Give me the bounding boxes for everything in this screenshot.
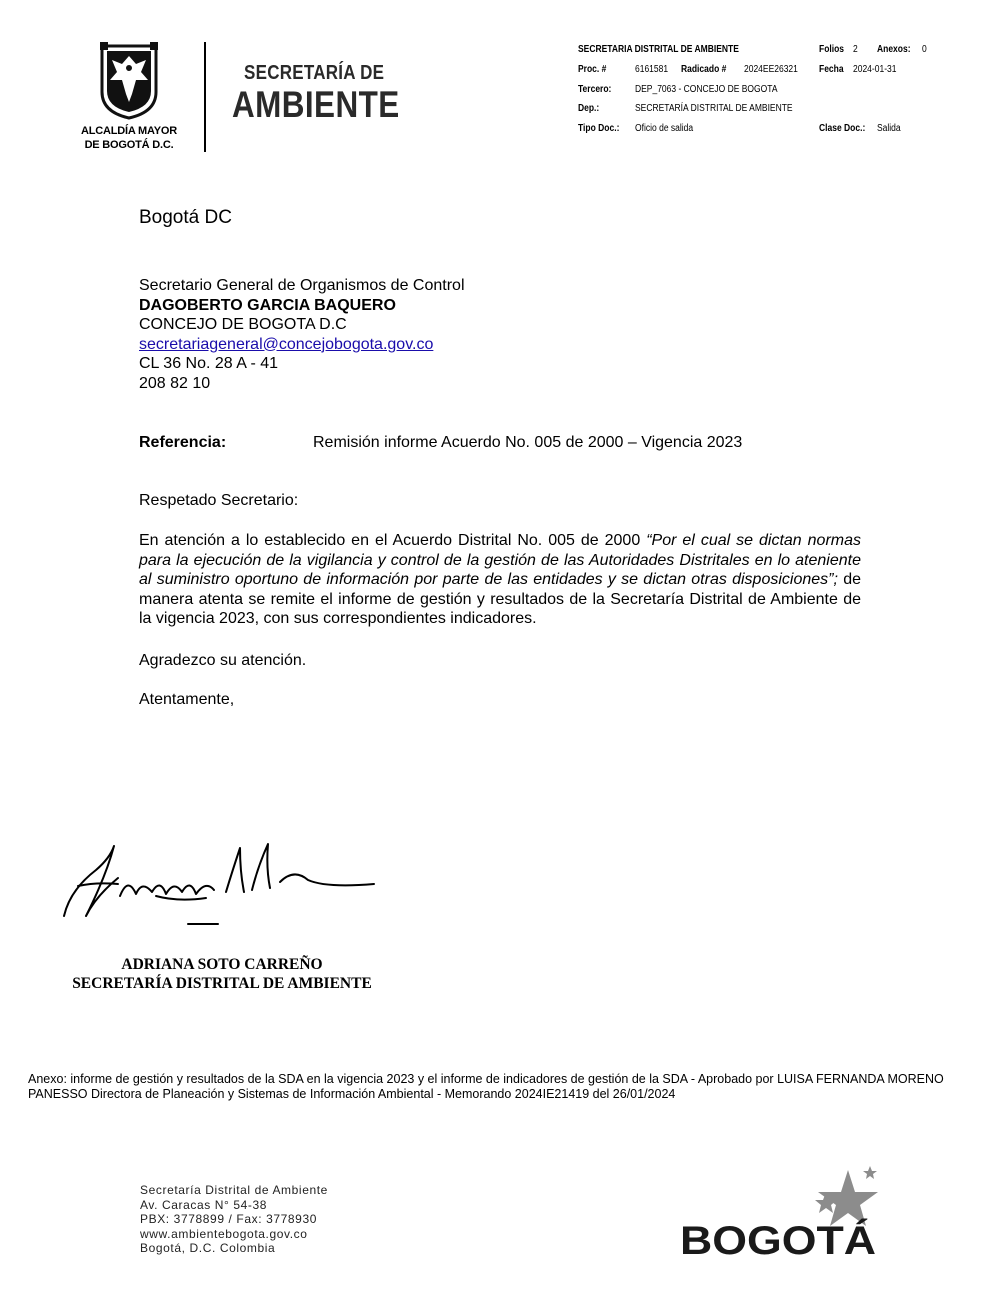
thanks-line: Agradezco su atención. (139, 652, 307, 669)
proc-value: 6161581 (635, 64, 669, 75)
fecha-value: 2024-01-31 (853, 64, 897, 75)
reference-text: Remisión informe Acuerdo No. 005 de 2000 – Vigencia 2023 (313, 434, 743, 451)
footer-line1: Secretaría Distrital de Ambiente (140, 1183, 328, 1197)
tercero-value: DEP_7063 - CONCEJO DE BOGOTA (635, 84, 778, 95)
bogota-coat-of-arms-icon (98, 42, 160, 120)
crest-caption-line1: ALCALDÍA MAYOR (81, 125, 177, 137)
footer-contact (140, 1183, 328, 1256)
footer-line4: www.ambientebogota.gov.co (140, 1226, 308, 1241)
folios-label: Folios (819, 44, 845, 55)
clase-doc-label: Clase Doc.: (819, 123, 866, 134)
salutation: Respetado Secretario: (139, 492, 299, 509)
bogota-wordmark: BOGOTÁ (680, 1219, 856, 1263)
folios-value: 2 (853, 44, 858, 55)
body-paragraph-quote: “Por el cual se dictan normas para la ejecución de la vigilancia y control de la gestión de las Autoridades Distritales en lo ateniente al suministro oportuno de información por parte de las entidades y se dictan otras disposiciones”; (139, 532, 862, 588)
closing-line: Atentamente, (139, 691, 235, 708)
secretaria-logo-line1: SECRETARÍA DE (244, 62, 385, 84)
recipient-name: DAGOBERTO GARCIA BAQUERO (139, 296, 396, 314)
tipo-doc-label: Tipo Doc.: (578, 123, 620, 134)
tipo-doc-value: Oficio de salida (635, 123, 694, 134)
signer-name: ADRIANA SOTO CARREÑO (121, 956, 323, 973)
header-divider (204, 42, 206, 152)
recipient-title: Secretario General de Organismos de Control (139, 277, 465, 294)
footer-line5: Bogotá, D.C. Colombia (140, 1241, 276, 1256)
body-paragraph (139, 531, 861, 629)
reference-label: Referencia: (139, 434, 227, 451)
crest-caption-line2: DE BOGOTÁ D.C. (84, 139, 174, 151)
recipient-address: CL 36 No. 28 A - 41 (139, 355, 279, 372)
radicado-value: 2024EE26321 (744, 64, 798, 75)
footer-line2: Av. Caracas N° 54-38 (140, 1197, 268, 1212)
dep-value: SECRETARÍA DISTRITAL DE AMBIENTE (635, 103, 793, 114)
recipient-phone: 208 82 10 (139, 374, 211, 392)
anexos-value: 0 (922, 44, 927, 55)
recipient-org: CONCEJO DE BOGOTA D.C (139, 316, 347, 333)
letter-city: Bogotá DC (139, 207, 232, 228)
handwritten-signature (56, 836, 378, 936)
proc-label: Proc. # (578, 64, 607, 75)
crest-caption (70, 124, 188, 152)
body-paragraph-rest: de manera atenta se remite el informe de gestión y resultados de la Secretaría Distrital de Ambiente de la vigencia 2023, con sus correspondientes indicadores. (139, 571, 861, 627)
secretaria-logo-line2: AMBIENTE (232, 84, 400, 125)
footer-line3: PBX: 3778899 / Fax: 3778930 (140, 1212, 317, 1227)
signer-title: SECRETARÍA DISTRITAL DE AMBIENTE (72, 975, 372, 992)
fecha-label: Fecha (819, 64, 844, 75)
tiny-star-icon (863, 1166, 877, 1179)
anexos-label: Anexos: (877, 44, 911, 55)
tercero-label: Tercero: (578, 84, 612, 95)
recipient-email-link[interactable]: secretariageneral@concejobogota.gov.co (139, 335, 434, 353)
bogota-brand-logo (678, 1164, 882, 1272)
radicado-label: Radicado # (681, 64, 727, 75)
body-paragraph-intro: En atención a lo establecido en el Acuerdo Distrital No. 005 de 2000 (139, 532, 647, 549)
recipient-block (139, 276, 465, 393)
annex-note: Anexo: informe de gestión y resultados de la SDA en la vigencia 2023 y el informe de indicadores de gestión de la SDA - Aprobado por LUISA FERNANDA MORENO PANESSO Directora de Planeación y Sistemas de Información Ambiental - Memorando 2024IE21419 del 26/01/2024 (28, 1072, 944, 1101)
radicado-entity: SECRETARIA DISTRITAL DE AMBIENTE (578, 44, 739, 55)
dep-label: Dep.: (578, 103, 600, 114)
clase-doc-value: Salida (877, 123, 901, 134)
